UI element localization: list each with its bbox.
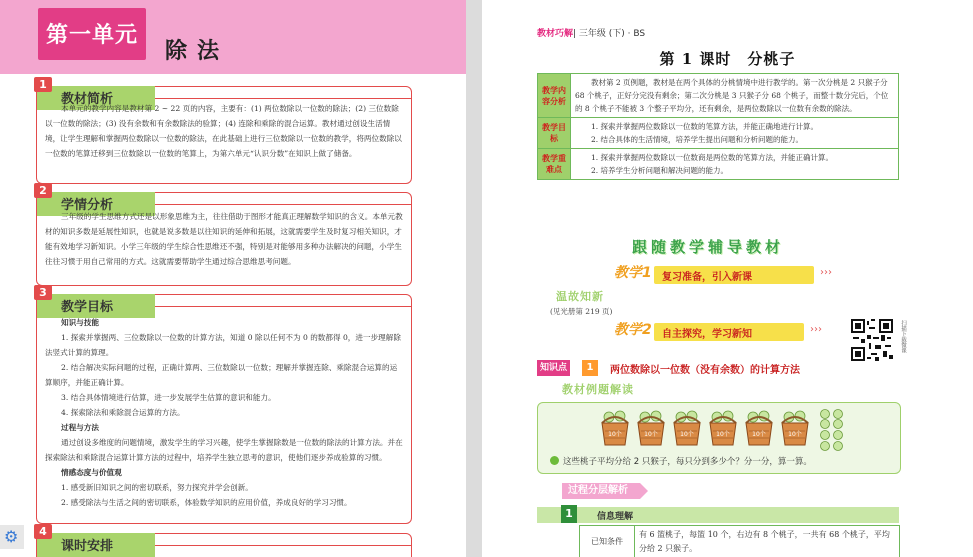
peach-illustration — [537, 402, 901, 474]
info-title: 信息理解 — [597, 512, 634, 522]
section-number: 1 — [34, 77, 52, 92]
section-rule — [155, 306, 411, 307]
section-title: 课时安排 — [61, 539, 114, 554]
arrow-icon: ››› — [820, 267, 832, 278]
paragraph: 2. 感受除法与生活之间的密切联系，体验数学知识的应用价值，养成良好的学习习惯。 — [61, 498, 352, 507]
paragraph: 3. 结合具体情境进行估算，进一步发展学生估算的意识和能力。 — [61, 393, 276, 402]
subheading: 知识与技能 — [61, 318, 99, 327]
qr-caption: 扫描下载微课 — [900, 320, 906, 353]
subheading: 过程与方法 — [61, 423, 99, 432]
section-lesson-schedule — [36, 525, 412, 557]
section-rule — [155, 545, 411, 546]
section-number: 3 — [34, 285, 52, 300]
process-analysis-label: 过程分层解析 — [562, 483, 640, 499]
step-text: 自主探究，学习新知 — [662, 329, 752, 340]
grade-label: | 三年级 (下) · BS — [573, 29, 646, 39]
lesson-info-table — [537, 73, 899, 180]
right-page — [482, 0, 973, 557]
knowledge-point-title: 两位数除以一位数（没有余数）的计算方法 — [610, 365, 800, 376]
arrow-icon: ››› — [810, 324, 822, 335]
knowledge-point-number: 1 — [582, 360, 598, 376]
review-label: 温故知新 — [556, 290, 604, 303]
section-title: 学情分析 — [61, 198, 114, 213]
step-badge: 教学1 — [614, 265, 652, 281]
unit-name: 除法 — [165, 38, 230, 64]
info-understanding-bar — [537, 507, 899, 523]
teaching-step-1 — [614, 266, 834, 284]
step-badge: 教学2 — [614, 322, 652, 338]
basket-label: 10个 — [752, 431, 766, 438]
paragraph: 2. 结合解决实际问题的过程，正确计算两、三位数除以一位数；理解并掌握连除、乘除混合运算的运算顺序，并能正确计算。 — [45, 363, 398, 387]
section-number: 4 — [34, 524, 52, 539]
known-label: 已知条件 — [580, 526, 635, 557]
row-label: 教学内容分析 — [538, 74, 571, 118]
row-line: 2. 培养学生分析问题和解决问题的能力。 — [591, 166, 729, 175]
table-row — [538, 149, 899, 180]
basket-icon — [636, 409, 666, 447]
section-student-analysis — [36, 184, 412, 286]
table-row — [538, 118, 899, 149]
paragraph: 通过创设多维度的问题情境，激发学生的学习兴趣，使学生掌握除数是一位数的除法的计算方法。并在探索除法和乘除混合运算计算方法的过程中，培养学生独立思考的意识，使他们逐步养成验算的习惯。 — [45, 438, 403, 462]
reference-note: (见光册第 219 页) — [550, 307, 613, 316]
section-number: 2 — [34, 183, 52, 198]
row-content — [571, 118, 899, 149]
section-body — [45, 315, 403, 510]
row-content — [571, 149, 899, 180]
basket-icon — [708, 409, 738, 447]
brand-name: 教材巧解 — [537, 29, 574, 39]
step-text: 复习准备，引入新课 — [662, 272, 752, 283]
section-teaching-goals — [36, 286, 412, 524]
row-label: 教学目标 — [538, 118, 571, 149]
row-line: 1. 探索并掌握两位数除以一位数商是两位数的笔算方法，并能正确计算。 — [591, 153, 834, 162]
page-gutter — [466, 0, 482, 557]
row-line: 1. 探索并掌握两位数除以一位数的笔算方法，并能正确地进行计算。 — [591, 122, 819, 131]
paragraph: 1. 探索并掌握两、三位数除以一位数的计算方法，知道 0 除以任何不为 0 的数都得 0，进一步理解除法竖式计算的算理。 — [45, 333, 401, 357]
section-rule — [155, 204, 411, 205]
known-text: 有 6 篮桃子，每篮 10 个，右边有 8 个桃子，一共有 68 个桃子，平均分给 2 只猴子。 — [635, 526, 900, 557]
basket-label: 10个 — [644, 431, 658, 438]
paragraph: 4. 探索除法和乘除混合运算的方法。 — [61, 408, 185, 417]
paragraph: 三年级的学生思维方式还是以形象思维为主，往往借助于图形才能真正理解数学知识的含义。本单元教材的知识多数是延展性知识，也就是说多数是以往知识的延伸和拓展，这就需要学生及时复习相关知识，才能有效地学习新知识。小学三年级的学生综合性思维还不强，特别是对能够用多种办法解决的问题，小学生往往习惯于用自己常用的方式。这就需要帮助学生通过综合思维思考问题。 — [45, 212, 403, 266]
row-label: 教学重难点 — [538, 149, 571, 180]
teaching-step-2 — [614, 323, 834, 341]
step-bar — [654, 266, 814, 284]
info-number: 1 — [561, 505, 577, 523]
known-conditions-table — [579, 525, 900, 557]
unit-banner — [0, 0, 466, 74]
paragraph: 本单元的教学内容是教材第 2 ~ 22 页的内容，主要有：(1) 两位数除以一位数的除法；(2) 三位数除以一位数的除法；(3) 没有余数和有余数除法的验算；(4) 连除和乘除的混合运算。教材通过创设生活情境，让学生理解和掌握两位数除以一位数的除法，在此基础上进行三位数除以一位数的教学，将两位数除以一位数的笔算迁移到三位数除以一位数的笔算上，为第六单元“认识分数”在知识上做了储备。 — [45, 104, 402, 158]
bullet-icon — [550, 456, 559, 465]
left-page — [0, 0, 466, 557]
basket-icon — [780, 409, 810, 447]
lesson-title: 第 1 课时 分桃子 — [659, 50, 796, 68]
step-bar — [654, 323, 804, 341]
running-header — [537, 26, 645, 39]
example-label: 教材例题解读 — [562, 383, 634, 396]
section-title: 教学目标 — [61, 300, 114, 315]
basket-label: 10个 — [716, 431, 730, 438]
section-rule — [155, 98, 411, 99]
question-text: 这些桃子平均分给 2 只猴子，每只分到多少个？分一分，算一算。 — [563, 457, 812, 467]
basket-label: 10个 — [608, 431, 622, 438]
knowledge-point-tag: 知识点 — [537, 360, 570, 376]
section-textbook-analysis — [36, 78, 412, 184]
qr-code-icon[interactable] — [851, 319, 893, 361]
basket-icon — [672, 409, 702, 447]
table-row — [538, 74, 899, 118]
basket-label: 10个 — [788, 431, 802, 438]
row-content — [571, 74, 899, 118]
row-line: 教材第 2 页例题，教材是在两个具体的分桃情境中进行教学的。第一次分桃是 2 只猴子分 68 个桃子，正好分完没有剩余；第二次分桃是 3 只猴子分 68 个桃子，而整十数分完后，个位的 8 个桃子不能被 3 个整子平均分，还有剩余，是两位数除以一位数有余数的除法。 — [575, 78, 889, 113]
section-header — [37, 525, 155, 557]
basket-label: 10个 — [680, 431, 694, 438]
subheading: 情感态度与价值观 — [61, 468, 122, 477]
unit-tab-label: 第一单元 — [45, 22, 138, 48]
teaching-question — [550, 455, 812, 467]
section-body — [45, 209, 403, 269]
follow-textbook-title: 跟随教学辅导教材 — [632, 238, 785, 256]
basket-icon — [744, 409, 774, 447]
unit-tab — [38, 8, 146, 60]
basket-icon — [600, 409, 630, 447]
row-line: 2. 结合具体的生活情境，培养学生提出问题和分析问题的能力。 — [591, 135, 804, 144]
table-row — [580, 526, 900, 557]
gear-icon: ⚙ — [4, 527, 19, 546]
paragraph: 1. 感受新旧知识之间的密切联系，努力探究并学会创新。 — [61, 483, 253, 492]
settings-button[interactable] — [0, 525, 24, 549]
section-body — [45, 101, 403, 161]
loose-peaches-icon — [818, 409, 846, 451]
section-title: 教材简析 — [61, 92, 114, 107]
